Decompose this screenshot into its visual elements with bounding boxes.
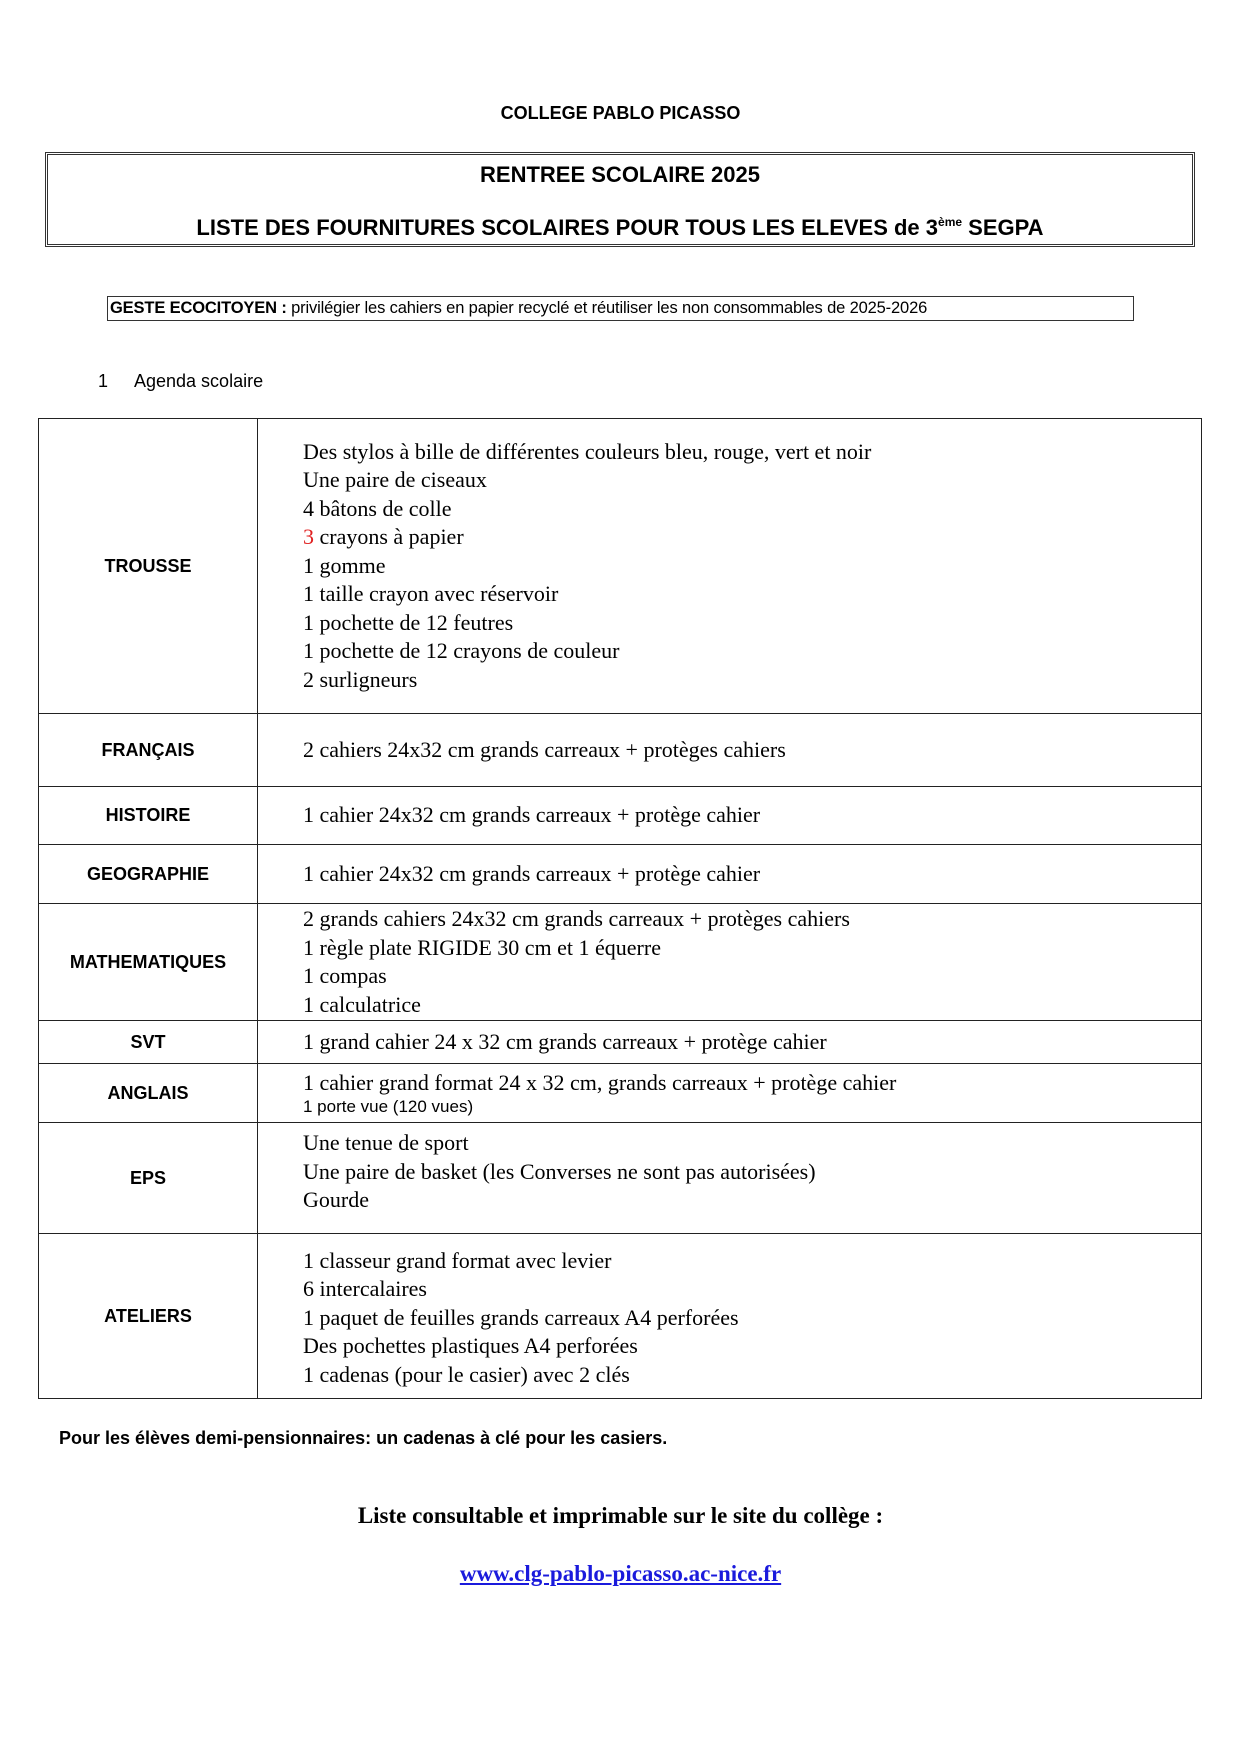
table-row — [39, 1234, 1202, 1399]
agenda-label: Agenda scolaire — [134, 371, 264, 391]
school-name: COLLEGE PABLO PICASSO — [500, 103, 741, 123]
subject-cell: ATELIERS — [39, 1234, 258, 1399]
supply-item: 1 cahier grand format 24 x 32 cm, grands carreaux + protège cahier — [303, 1069, 897, 1095]
supply-item: 1 classeur grand format avec levier — [303, 1247, 612, 1273]
items-cell — [258, 845, 1202, 904]
subtitle-prefix: LISTE DES FOURNITURES SCOLAIRES POUR TOUS LES ELEVES de 3 — [196, 215, 939, 240]
table-row — [39, 904, 1202, 1021]
supply-item: 1 règle plate RIGIDE 30 cm et 1 équerre — [303, 934, 661, 960]
eco-notice — [107, 296, 1134, 321]
table-row — [39, 714, 1202, 787]
highlighted-quantity: 3 — [303, 524, 314, 550]
page-subtitle — [48, 215, 1192, 241]
supply-item: 1 pochette de 12 feutres — [303, 609, 514, 635]
items-cell — [258, 1234, 1202, 1399]
supply-item: 2 grands cahiers 24x32 cm grands carreaux + protèges cahiers — [303, 906, 850, 931]
subtitle-superscript: ème — [938, 215, 963, 229]
supply-item: 6 intercalaires — [303, 1276, 427, 1302]
supply-item: 1 cahier 24x32 cm grands carreaux + protège cahier — [303, 860, 761, 886]
items-cell — [258, 1021, 1202, 1064]
website-link-wrapper — [0, 1561, 1241, 1587]
subject-cell: TROUSSE — [39, 419, 258, 714]
items-cell — [258, 419, 1202, 714]
supply-item: Une paire de ciseaux — [303, 467, 487, 493]
subject-cell: EPS — [39, 1123, 258, 1234]
supply-item: 1 compas — [303, 963, 387, 988]
eco-label: GESTE ECOCITOYEN : — [110, 299, 287, 317]
supply-item-text: crayons à papier — [314, 524, 464, 550]
consult-text: Liste consultable et imprimable sur le site du collège : — [357, 1503, 884, 1528]
agenda-item — [98, 371, 263, 392]
supply-item: 1 taille crayon avec réservoir — [303, 581, 559, 607]
supply-item: Une tenue de sport — [303, 1130, 469, 1156]
supply-item: Des pochettes plastiques A4 perforées — [303, 1333, 638, 1359]
supply-item: 1 cadenas (pour le casier) avec 2 clés — [303, 1361, 630, 1387]
agenda-qty: 1 — [98, 371, 109, 391]
supply-item: 1 grand cahier 24 x 32 cm grands carreaux + protège cahier — [303, 1028, 827, 1054]
supply-item: 4 bâtons de colle — [303, 495, 452, 521]
supply-item: 2 cahiers 24x32 cm grands carreaux + protèges cahiers — [303, 736, 786, 762]
supply-item: Une paire de basket (les Converses ne sont pas autorisées) — [303, 1158, 816, 1184]
supply-item: Gourde — [303, 1187, 369, 1213]
eco-text: privilégier les cahiers en papier recyclé et réutiliser les non consommables de 2025-2026 — [286, 299, 928, 317]
website-link[interactable]: www.clg-pablo-picasso.ac-nice.fr — [459, 1561, 782, 1586]
items-cell — [258, 1064, 1202, 1123]
subject-cell: GEOGRAPHIE — [39, 845, 258, 904]
subject-cell: ANGLAIS — [39, 1064, 258, 1123]
title-box — [45, 152, 1195, 247]
table-row — [39, 845, 1202, 904]
supply-item: 2 surligneurs — [303, 666, 418, 692]
supply-item: 1 gomme — [303, 552, 386, 578]
supply-item — [303, 523, 1201, 552]
items-cell — [258, 787, 1202, 845]
subject-cell: FRANÇAIS — [39, 714, 258, 787]
supply-item-small: 1 porte vue (120 vues) — [303, 1097, 474, 1117]
supply-item: 1 paquet de feuilles grands carreaux A4 perforées — [303, 1304, 739, 1330]
subject-cell: HISTOIRE — [39, 787, 258, 845]
table-row — [39, 1021, 1202, 1064]
table-row — [39, 787, 1202, 845]
subject-cell: MATHEMATIQUES — [39, 904, 258, 1021]
items-cell — [258, 1123, 1202, 1234]
supply-item: 1 calculatrice — [303, 991, 421, 1017]
table-row — [39, 1064, 1202, 1123]
subtitle-suffix: SEGPA — [962, 215, 1044, 240]
supply-item: 1 pochette de 12 crayons de couleur — [303, 638, 620, 664]
supplies-table — [38, 418, 1202, 1399]
footer-note: Pour les élèves demi-pensionnaires: un cadenas à clé pour les casiers. — [59, 1428, 668, 1448]
table-row — [39, 1123, 1202, 1234]
items-cell — [258, 714, 1202, 787]
table-row — [39, 419, 1202, 714]
supply-item: 1 cahier 24x32 cm grands carreaux + protège cahier — [303, 802, 761, 828]
supply-item: Des stylos à bille de différentes couleurs bleu, rouge, vert et noir — [303, 438, 872, 464]
subject-cell: SVT — [39, 1021, 258, 1064]
page-title: RENTREE SCOLAIRE 2025 — [480, 162, 760, 187]
items-cell — [258, 904, 1202, 1021]
